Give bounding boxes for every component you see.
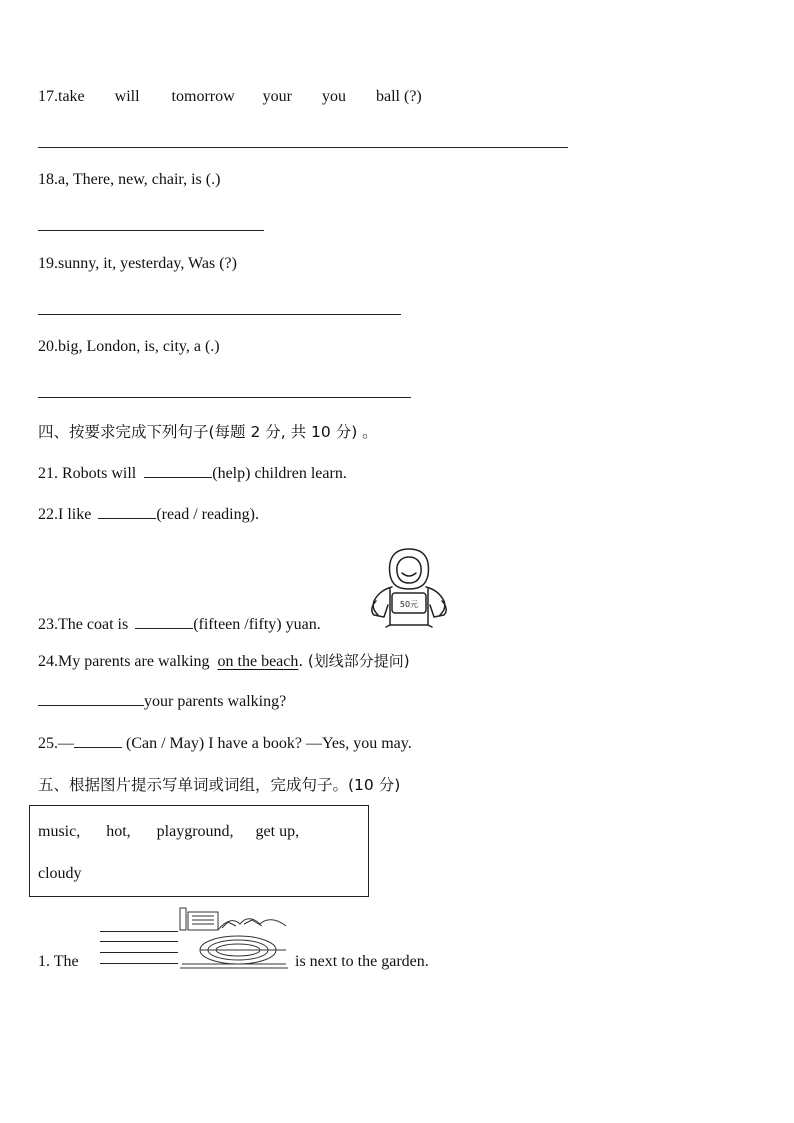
q17-end: (?) xyxy=(403,88,422,105)
q23-line xyxy=(38,614,321,634)
q21-blank[interactable] xyxy=(144,463,212,478)
q25-after: (Can / May) I have a book? —Yes, you may. xyxy=(126,735,412,752)
q17-answer-line[interactable] xyxy=(38,147,568,148)
coat-image xyxy=(362,545,456,629)
q22-after: (read / reading). xyxy=(156,506,259,523)
word-bank-row xyxy=(38,865,82,883)
q1-answer-line[interactable] xyxy=(100,963,178,964)
q18-answer-line[interactable] xyxy=(38,230,264,231)
word-bank-row xyxy=(38,823,299,841)
q20-line: 20.big, London, is, city, a (.) xyxy=(38,338,220,355)
q25-number: 25. xyxy=(38,735,58,752)
q20-answer-line[interactable] xyxy=(38,397,411,398)
q21-line xyxy=(38,463,347,483)
q22-line xyxy=(38,504,259,524)
q24-before: 24.My parents are walking xyxy=(38,653,210,670)
q22-before: 22.I like xyxy=(38,506,92,523)
word-bank-item: music, xyxy=(38,823,81,840)
q17-word: your xyxy=(262,88,292,105)
q1-after: is next to the garden. xyxy=(295,953,429,970)
q17-word: tomorrow xyxy=(171,88,235,105)
word-bank-box xyxy=(29,805,369,897)
word-bank-item: hot, xyxy=(106,823,131,840)
q19-line: 19.sunny, it, yesterday, Was (?) xyxy=(38,255,237,272)
word-bank-item: get up, xyxy=(255,823,300,840)
q24-line2-after: your parents walking? xyxy=(144,693,287,710)
q25-line xyxy=(38,733,412,753)
q24-line2 xyxy=(38,691,286,711)
q17-word: you xyxy=(321,88,346,105)
word-bank-item: playground, xyxy=(156,823,234,840)
q24-line xyxy=(38,650,410,671)
q23-blank[interactable] xyxy=(135,614,193,629)
q17-word: will xyxy=(114,88,140,105)
q17-number: 17. xyxy=(38,88,58,105)
q22-blank[interactable] xyxy=(98,504,156,519)
q25-blank[interactable] xyxy=(74,733,122,748)
q17-line xyxy=(38,88,422,106)
q18-line: 18.a, There, new, chair, is (.) xyxy=(38,171,221,188)
section5-title: 五、根据图片提示写单词或词组，完成句子。(10 分) xyxy=(38,776,401,794)
q1-answer-line[interactable] xyxy=(100,952,178,953)
q24-blank[interactable] xyxy=(38,691,144,706)
q1-answer-line[interactable] xyxy=(100,941,178,942)
q24-underlined-phrase: on the beach xyxy=(217,653,299,670)
playground-image xyxy=(178,906,290,972)
q1-before: 1. The xyxy=(38,953,79,970)
q1-answer-line[interactable] xyxy=(100,931,178,932)
q21-after: (help) children learn. xyxy=(212,465,347,482)
q24-after: . (划线部分提问) xyxy=(298,652,410,670)
q19-answer-line[interactable] xyxy=(38,314,401,315)
q23-before: 23.The coat is xyxy=(38,616,129,633)
price-tag-text: 50元 xyxy=(399,600,419,609)
q17-word: take xyxy=(58,88,85,105)
q23-after: (fifteen /fifty) yuan. xyxy=(193,616,321,633)
q25-dash: — xyxy=(58,735,74,752)
section4-title: 四、按要求完成下列句子(每题 2 分, 共 10 分) 。 xyxy=(38,423,378,441)
q17-word: ball xyxy=(375,88,400,105)
q21-before: 21. Robots will xyxy=(38,465,137,482)
word-bank-item: cloudy xyxy=(38,865,82,882)
